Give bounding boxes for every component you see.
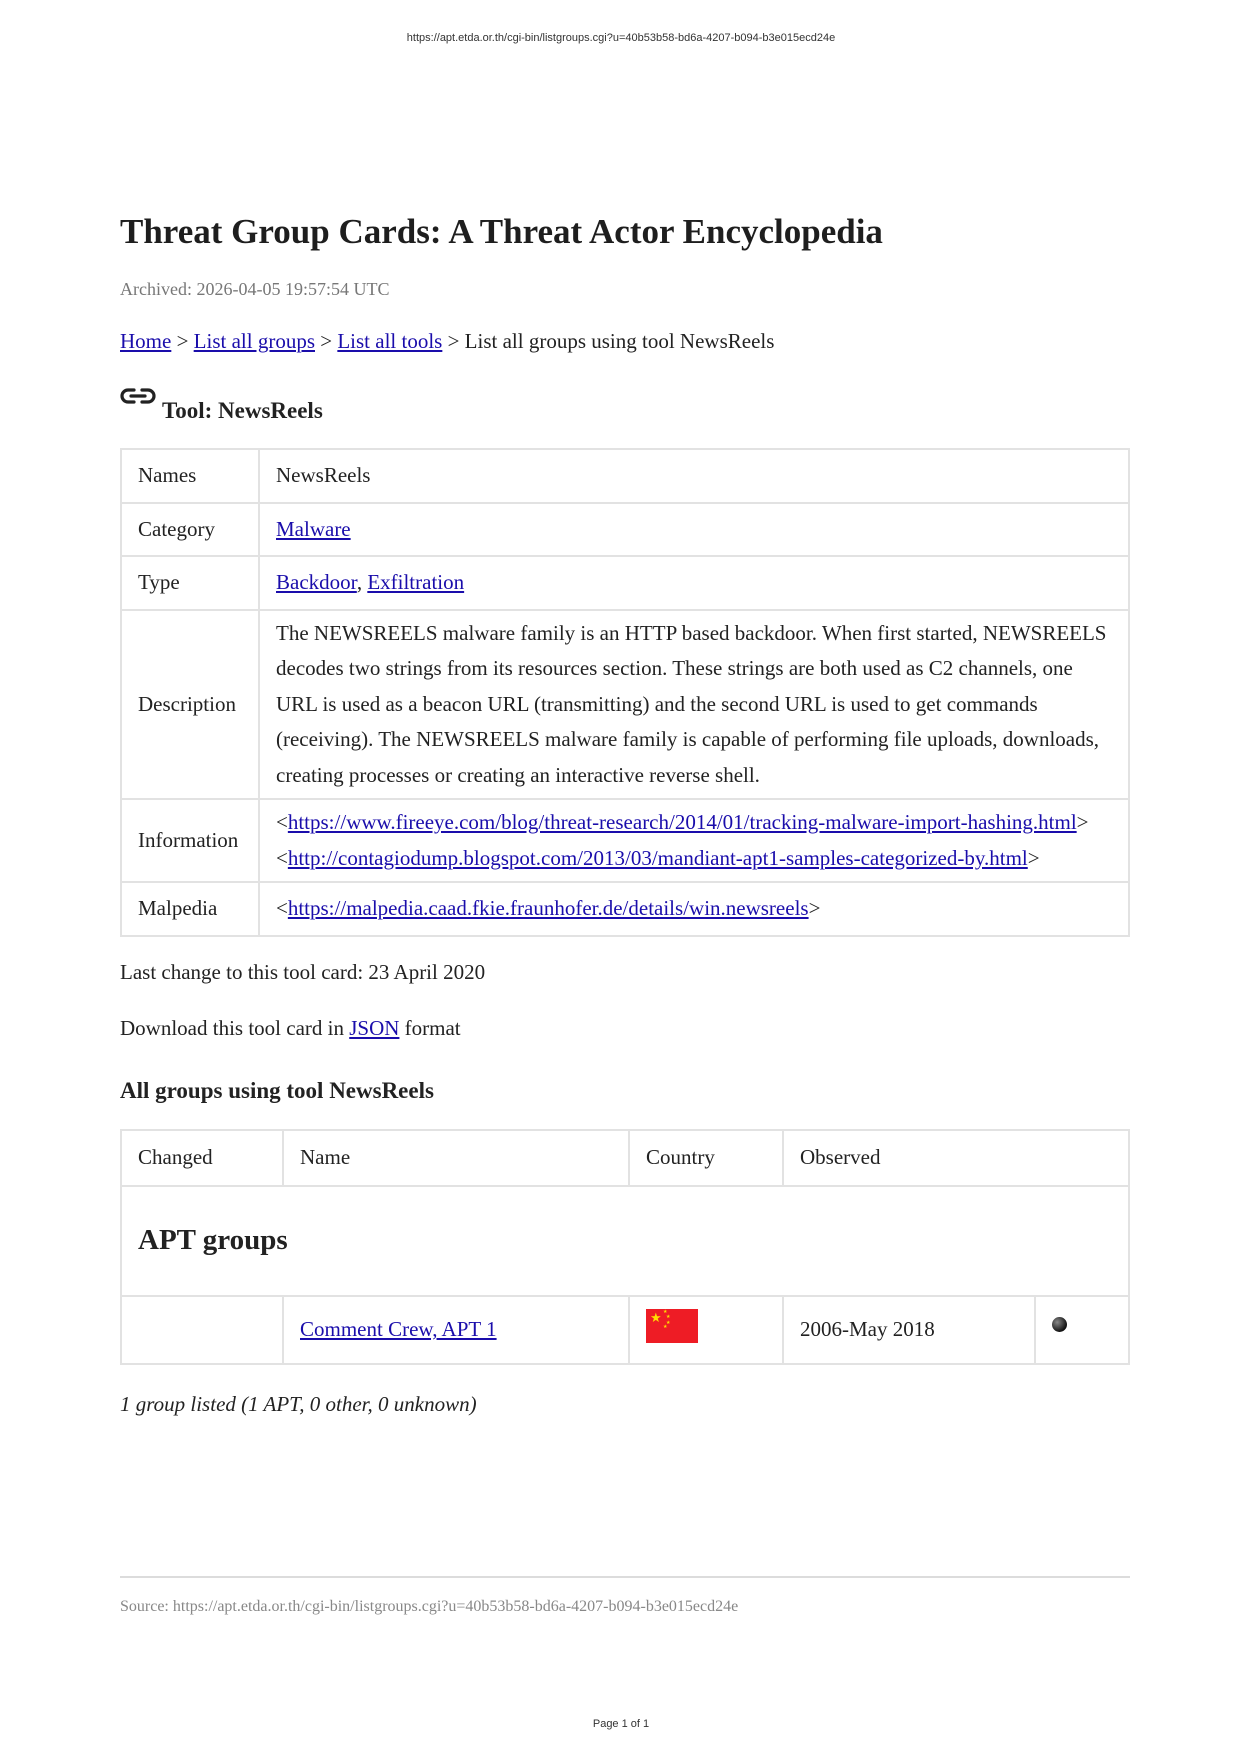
breadcrumb [120, 328, 1130, 354]
print-footer-page-number: Page 1 of 1 [592, 1718, 650, 1730]
information-link-fireeye[interactable]: https://www.fireeye.com/blog/threat-research/2014/01/tracking-malware-import-hashing.html [287, 810, 1077, 834]
row-value [259, 503, 1129, 557]
groups-heading: All groups using tool NewsReels [120, 1077, 434, 1103]
column-header-country: Country [629, 1130, 783, 1186]
type-separator: , [356, 570, 368, 594]
tool-row-malpedia [121, 882, 1129, 936]
bracket-open: < [276, 845, 288, 870]
bracket-close: > [1027, 845, 1040, 870]
bracket-close: > [1076, 810, 1089, 834]
bracket-open: < [276, 896, 288, 920]
tool-row-description [121, 610, 1129, 800]
type-link-backdoor[interactable]: Backdoor [276, 570, 357, 594]
information-link-contagio[interactable]: http://contagiodump.blogspot.com/2013/03/mandiant-apt1-samples-categorized-by.html [287, 845, 1028, 870]
group-link-comment-crew[interactable]: Comment Crew, APT 1 [300, 1317, 497, 1341]
section-row [121, 1186, 1129, 1296]
divider [120, 1576, 1130, 1578]
description-text: The NEWSREELS malware family is an HTTP based backdoor. When first started, NEWSREELS decodes two strings from its resources section. These strings are both used as C2 channels, one URL is used as a beacon URL (transmitting) and the second URL is used to get commands (receiving). The NEWSREELS malware family is capable of performing file uploads, downloads, creating processes or creating an interactive reverse shell. [259, 610, 1129, 800]
download-line [120, 1015, 1130, 1041]
tool-row-information [121, 799, 1129, 882]
section-title-apt-groups: APT groups [121, 1186, 1129, 1296]
row-label: Description [121, 610, 259, 800]
groups-table-header [121, 1130, 1129, 1186]
tool-heading-text: Tool: NewsReels [162, 398, 323, 423]
groups-table [120, 1129, 1130, 1365]
row-label: Type [121, 556, 259, 610]
type-link-exfiltration[interactable]: Exfiltration [367, 570, 465, 594]
download-suffix: format [399, 1015, 461, 1040]
breadcrumb-separator: > [315, 329, 338, 353]
json-download-link[interactable]: JSON [349, 1015, 400, 1040]
cell-changed [121, 1296, 283, 1364]
print-header-url: https://apt.etda.or.th/cgi-bin/listgroups.cgi?u=40b53b58-bd6a-4207-b094-b3e015ecd24e [406, 32, 836, 44]
bracket-close: > [808, 896, 821, 920]
category-link[interactable]: Malware [276, 516, 351, 541]
groups-summary: 1 group listed (1 APT, 0 other, 0 unknown) [120, 1391, 477, 1416]
row-label: Information [121, 799, 259, 882]
breadcrumb-home-link[interactable]: Home [120, 329, 172, 353]
column-header-name: Name [283, 1130, 629, 1186]
cell-name [283, 1296, 629, 1364]
row-value: NewsReels [259, 449, 1129, 503]
dot-icon [1052, 1317, 1067, 1332]
tool-row-type [121, 556, 1129, 610]
breadcrumb-all-tools-link[interactable]: List all tools [337, 329, 443, 353]
column-header-changed: Changed [121, 1130, 283, 1186]
tool-heading [120, 384, 1130, 424]
tool-row-category [121, 503, 1129, 557]
row-value [259, 556, 1129, 610]
row-label: Names [121, 449, 259, 503]
cell-observed: 2006-May 2018 [783, 1296, 1035, 1364]
breadcrumb-separator: > [171, 329, 194, 353]
malpedia-link[interactable]: https://malpedia.caad.fkie.fraunhofer.de/details/win.newsreels [287, 896, 809, 920]
row-value [259, 882, 1129, 936]
breadcrumb-current: > List all groups using tool NewsReels [442, 329, 775, 353]
breadcrumb-all-groups-link[interactable]: List all groups [193, 329, 315, 353]
row-label: Category [121, 503, 259, 557]
main-content [120, 210, 1130, 1417]
source-url: Source: https://apt.etda.or.th/cgi-bin/listgroups.cgi?u=40b53b58-bd6a-4207-b094-b3e015ecd24e [120, 1598, 739, 1615]
page-title: Threat Group Cards: A Threat Actor Encyclopedia [120, 212, 883, 251]
download-prefix: Download this tool card in [120, 1015, 350, 1040]
row-value [259, 799, 1129, 882]
column-header-observed: Observed [783, 1130, 1129, 1186]
archived-timestamp: Archived: 2026-04-05 19:57:54 UTC [120, 279, 390, 299]
china-flag-icon: ★ ★ ★ ★ ★ [646, 1309, 698, 1343]
last-change-text: Last change to this tool card: 23 April 2020 [120, 959, 486, 984]
cell-country [629, 1296, 783, 1364]
tool-row-names [121, 449, 1129, 503]
row-label: Malpedia [121, 882, 259, 936]
bracket-open: < [276, 810, 288, 834]
cell-status [1035, 1296, 1129, 1364]
link-icon [120, 384, 156, 408]
table-row [121, 1296, 1129, 1364]
tool-card-table [120, 448, 1130, 937]
